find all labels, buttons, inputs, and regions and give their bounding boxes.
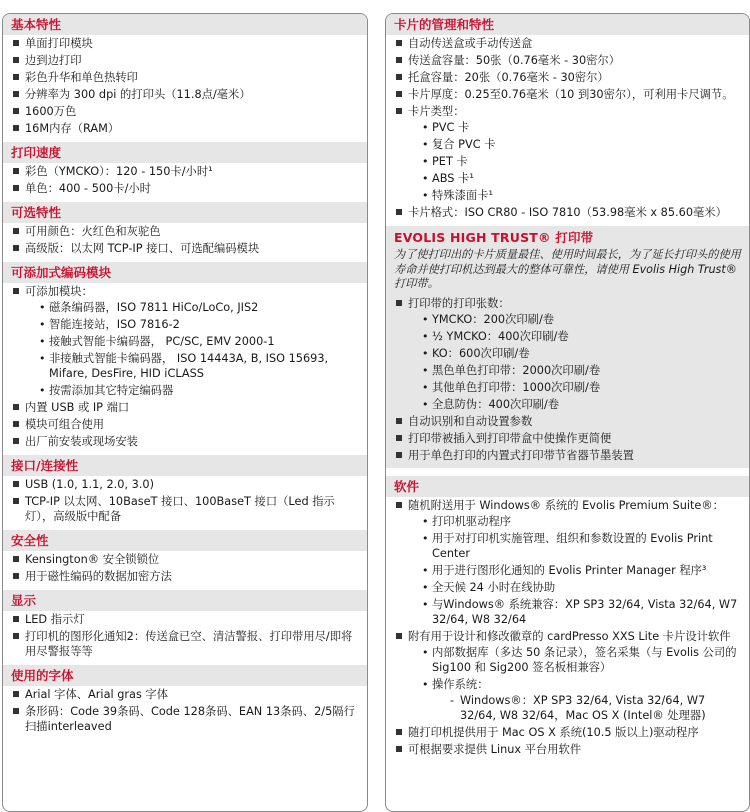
sub-list-item: • 打印机驱动程序 bbox=[422, 514, 512, 528]
sub-list-item: • 全天候 24 小时在线协助 bbox=[422, 580, 556, 594]
section-title: 显示 bbox=[3, 590, 367, 611]
bullet-icon bbox=[396, 435, 402, 441]
list-item: 单色：400 - 500卡/小时 bbox=[13, 181, 361, 196]
sub-list-item: • PVC 卡 bbox=[422, 121, 470, 134]
sub-list-item: • KO：600次印刷/卷 bbox=[422, 346, 530, 360]
bullet-icon bbox=[396, 40, 402, 46]
sub-list-item: • 非接触式智能卡编码器， ISO 14443A, B, ISO 15693, Mifare, DesFire, HID iCLASS bbox=[39, 352, 329, 380]
list-item: TCP-IP 以太网、10BaseT 接口、100BaseT 接口（Led 指示灯），高级版中配备 bbox=[13, 494, 361, 524]
sub-list-item: • 复合 PVC 卡 bbox=[422, 138, 496, 151]
bullet-icon bbox=[13, 438, 19, 444]
bullet-icon bbox=[396, 108, 402, 114]
bullet-icon bbox=[396, 452, 402, 458]
list-item: LED 指示灯 bbox=[13, 612, 361, 627]
sub-list-item: • ½ YMCKO：400次印刷/卷 bbox=[422, 329, 569, 343]
list-item: 彩色（YMCKO）：120 - 150卡/小时¹ bbox=[13, 164, 361, 179]
list-item: 模块可组合使用 bbox=[13, 417, 361, 432]
bullet-icon bbox=[13, 708, 19, 714]
bullet-icon bbox=[13, 498, 19, 504]
bullet-icon bbox=[13, 481, 19, 487]
section-title: 安全性 bbox=[3, 530, 367, 551]
list-item: 分辨率为 300 dpi 的打印头（11.8点/毫米） bbox=[13, 87, 361, 102]
ribbon-intro: 为了使打印出的卡片质量最佳、使用时间最长，为了延长打印头的使用寿命并使打印机达到最大的整体可靠性，请使用 Evolis High Trust® 打印带。 bbox=[394, 248, 741, 290]
bullet-icon bbox=[13, 691, 19, 697]
sub-sub-list-item: - Windows®：XP SP3 32/64, Vista 32/64, W7 32/64, W8 32/64，Mac OS X (Intel® 处理器) bbox=[450, 693, 706, 722]
sub-list-item: • PET 卡 bbox=[422, 155, 468, 168]
list-item: 可用颜色：火红色和灰驼色 bbox=[13, 224, 361, 239]
list-item: 随机附送用于 Windows® 系统的 Evolis Premium Suite®： • 打印机驱动程序 • 用于对打印机实施管理、组织和参数设置的 Evolis Print Center • 用于进行图形化通知的 Evolis Printer Manager 程序³ • 全天候 24 小时在线协助 • 与Windows® 系统兼容：XP SP3 32/64, Vista 32/64, W7 32/64, W8 32/64 bbox=[396, 498, 743, 627]
sub-list-item: • ABS 卡¹ bbox=[422, 172, 474, 185]
sub-list-item: • 黑色单色打印带：2000次印刷/卷 bbox=[422, 363, 601, 377]
list-item: 用于单色打印的内置式打印带节省器节墨装置 bbox=[396, 448, 743, 463]
sub-list-item: • 智能连接站，ISO 7816-2 bbox=[39, 318, 180, 331]
section-title: 接口/连接性 bbox=[3, 455, 367, 476]
bullet-icon bbox=[13, 288, 19, 294]
bullet-icon bbox=[13, 228, 19, 234]
sub-list-item: • YMCKO：200次印刷/卷 bbox=[422, 312, 555, 326]
list-item: 16M内存（RAM） bbox=[13, 121, 361, 136]
bullet-icon bbox=[13, 91, 19, 97]
bullet-icon bbox=[396, 74, 402, 80]
sub-list-item: • 全息防伪：400次印刷/卷 bbox=[422, 397, 560, 411]
sub-list-item: • 用于进行图形化通知的 Evolis Printer Manager 程序³ bbox=[422, 563, 707, 577]
section-title: 使用的字体 bbox=[3, 665, 367, 686]
list-item: 附有用于设计和修改徽章的 cardPresso XXS Lite 卡片设计软件 • 内部数据库（多达 50 条记录），签名采集（与 Evolis 公司的 Sig100 和 Sig200 签名板相兼容） • 操作系统： - Windows®：XP SP3 32/64, Vista 32/64, W7 32/64, W8 32/64，Mac OS X (Intel® 处理器) bbox=[396, 629, 743, 723]
section-basic-features bbox=[3, 14, 367, 142]
list-item: 条形码：Code 39条码、Code 128条码、EAN 13条码、2/5隔行扫描interleaved bbox=[13, 704, 361, 734]
bullet-icon bbox=[13, 125, 19, 131]
bullet-icon bbox=[13, 74, 19, 80]
bullet-icon bbox=[396, 57, 402, 63]
right-column bbox=[385, 13, 750, 812]
list-item: 随打印机提供用于 Mac OS X 系统(10.5 版以上)驱动程序 bbox=[396, 725, 743, 740]
bullet-icon bbox=[13, 404, 19, 410]
list-item: 高级版：以太网 TCP-IP 接口、可选配编码模块 bbox=[13, 241, 361, 256]
section-fonts bbox=[3, 665, 367, 740]
sub-list-item: • 接触式智能卡编码器， PC/SC, EMV 2000-1 bbox=[39, 335, 275, 348]
section-print-speed bbox=[3, 142, 367, 202]
section-security bbox=[3, 530, 367, 590]
list-item: 可添加模块： • 磁条编码器，ISO 7811 HiCo/LoCo, JIS2 • 智能连接站，ISO 7816-2 • 接触式智能卡编码器， PC/SC, EMV 2000-1 • 非接触式智能卡编码器， ISO 14443A, B, ISO 15693, Mifare, DesFire, HID iCLASS • 按需添加其它特定编码器 bbox=[13, 284, 361, 398]
sub-list-item: • 特殊漆面卡¹ bbox=[422, 189, 494, 202]
bullet-icon bbox=[396, 729, 402, 735]
bullet-icon bbox=[13, 168, 19, 174]
bullet-icon bbox=[13, 185, 19, 191]
section-encoding-modules bbox=[3, 262, 367, 455]
list-item: 打印带被插入到打印带盒中使操作更简便 bbox=[396, 431, 743, 446]
section-title: EVOLIS HIGH TRUST® 打印带 bbox=[394, 230, 594, 245]
bullet-icon bbox=[13, 57, 19, 63]
list-item: 彩色升华和单色热转印 bbox=[13, 70, 361, 85]
section-ribbon bbox=[386, 226, 749, 468]
list-item: 自动传送盒或手动传送盒 bbox=[396, 36, 743, 51]
list-item: 传送盒容量：50张（0.76毫米 - 30密尔） bbox=[396, 53, 743, 68]
list-item: Arial 字体、Arial gras 字体 bbox=[13, 687, 361, 702]
list-item: 卡片格式：ISO CR80 - ISO 7810（53.98毫米 x 85.60毫米） bbox=[396, 205, 743, 220]
section-software bbox=[386, 476, 749, 763]
sub-list-item: • 与Windows® 系统兼容：XP SP3 32/64, Vista 32/64, W7 32/64, W8 32/64 bbox=[422, 597, 738, 626]
list-item: 1600万色 bbox=[13, 104, 361, 119]
list-item: 卡片类型： • PVC 卡 • 复合 PVC 卡 • PET 卡 • ABS 卡¹ • 特殊漆面卡¹ bbox=[396, 104, 743, 203]
list-item: 内置 USB 或 IP 端口 bbox=[13, 400, 361, 415]
list-item: 出厂前安装或现场安装 bbox=[13, 434, 361, 449]
section-display bbox=[3, 590, 367, 665]
sub-list-item: • 操作系统： - Windows®：XP SP3 32/64, Vista 32/64, W7 32/64, W8 32/64，Mac OS X (Intel® 处理器) bbox=[422, 677, 743, 723]
section-connectivity bbox=[3, 455, 367, 530]
section-title: 软件 bbox=[386, 476, 749, 497]
sub-list-item: • 磁条编码器，ISO 7811 HiCo/LoCo, JIS2 bbox=[39, 301, 259, 314]
list-item: 可根据要求提供 Linux 平台用软件 bbox=[396, 742, 743, 757]
section-title: 基本特性 bbox=[3, 14, 367, 35]
bullet-icon bbox=[396, 91, 402, 97]
section-card-management bbox=[386, 14, 749, 226]
bullet-icon bbox=[396, 746, 402, 752]
list-item: 打印带的打印张数： • YMCKO：200次印刷/卷 • ½ YMCKO：400次印刷/卷 • KO：600次印刷/卷 • 黑色单色打印带：2000次印刷/卷 • 其他单色打印带：1000次印刷/卷 • 全息防伪：400次印刷/卷 bbox=[396, 296, 743, 412]
bullet-icon bbox=[396, 300, 402, 306]
bullet-icon bbox=[13, 245, 19, 251]
bullet-icon bbox=[396, 418, 402, 424]
list-item: USB (1.0, 1.1, 2.0, 3.0) bbox=[13, 477, 361, 492]
bullet-icon bbox=[13, 633, 19, 639]
section-title: 打印速度 bbox=[3, 142, 367, 163]
list-item: 边到边打印 bbox=[13, 53, 361, 68]
list-item: 打印机的图形化通知2：传送盒已空、清洁警报、打印带用尽/即将用尽警报等等 bbox=[13, 629, 361, 659]
section-title: 卡片的管理和特性 bbox=[386, 14, 749, 35]
bullet-icon bbox=[13, 108, 19, 114]
bullet-icon bbox=[396, 633, 402, 639]
section-title: 可添加式编码模块 bbox=[3, 262, 367, 283]
sub-list-item: • 其他单色打印带：1000次印刷/卷 bbox=[422, 380, 601, 394]
list-item: 托盒容量：20张（0.76毫米 - 30密尔） bbox=[396, 70, 743, 85]
list-item: 单面打印模块 bbox=[13, 36, 361, 51]
sub-list-item: • 用于对打印机实施管理、组织和参数设置的 Evolis Print Center bbox=[422, 531, 713, 560]
bullet-icon bbox=[396, 209, 402, 215]
list-item: 卡片厚度：0.25至0.76毫米（10 到30密尔），可利用卡尺调节。 bbox=[396, 87, 743, 102]
bullet-icon bbox=[13, 421, 19, 427]
bullet-icon bbox=[13, 556, 19, 562]
bullet-icon bbox=[396, 502, 402, 508]
list-item: 用于磁性编码的数据加密方法 bbox=[13, 569, 361, 584]
section-title: 可选特性 bbox=[3, 202, 367, 223]
bullet-icon bbox=[13, 573, 19, 579]
section-optional-features bbox=[3, 202, 367, 262]
list-item: 自动识别和自动设置参数 bbox=[396, 414, 743, 429]
left-column bbox=[2, 13, 368, 812]
sub-list-item: • 内部数据库（多达 50 条记录），签名采集（与 Evolis 公司的 Sig100 和 Sig200 签名板相兼容） bbox=[422, 645, 737, 674]
bullet-icon bbox=[13, 616, 19, 622]
bullet-icon bbox=[13, 40, 19, 46]
sub-list-item: • 按需添加其它特定编码器 bbox=[39, 384, 174, 397]
list-item: Kensington® 安全锁锁位 bbox=[13, 552, 361, 567]
